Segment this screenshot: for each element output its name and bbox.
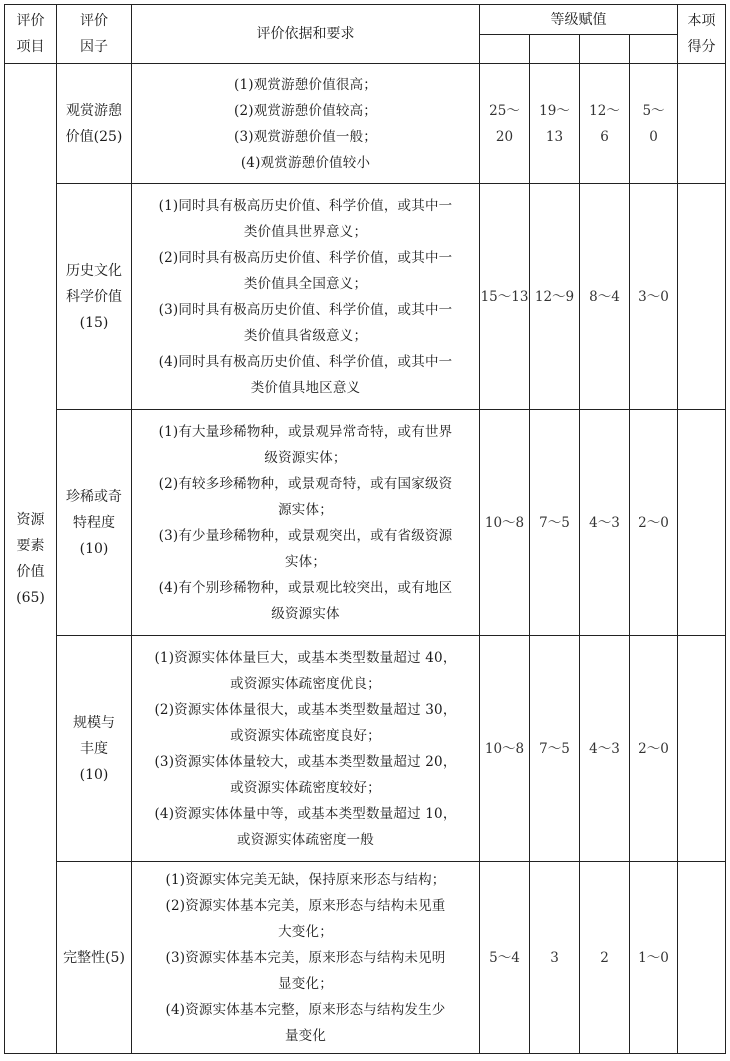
factor-line: 特程度 xyxy=(73,514,115,531)
criteria-line: (3)资源实体体量较大，或基本类型数量超过 20， xyxy=(154,753,457,770)
header-criteria: 评价依据和要求 xyxy=(132,5,480,64)
criteria-line: (3)资源实体基本完美，原来形态与结构未见明 xyxy=(165,949,446,966)
criteria-line: (3)同时具有极高历史价值、科学价值，或其中一 xyxy=(158,301,453,318)
factor-line: 丰度 xyxy=(80,740,108,757)
criteria-line: 或资源实体疏密度良好； xyxy=(230,727,381,744)
score-cell[interactable] xyxy=(678,64,726,184)
header-score-line: 本项 xyxy=(687,13,716,29)
criteria-line: (2)同时具有极高历史价值、科学价值，或其中一 xyxy=(158,249,453,266)
grade-line: 20 xyxy=(495,128,514,145)
grade-subheader-cell xyxy=(530,35,580,64)
factor-line: (15) xyxy=(79,314,109,331)
criteria-line: (1)有大量珍稀物种，或景观异常奇特，或有世界 xyxy=(158,423,453,440)
criteria-line: 源实体； xyxy=(278,501,333,518)
factor-cell xyxy=(57,184,132,410)
criteria-line: (1)资源实体完美无缺，保持原来形态与结构； xyxy=(165,871,446,888)
factor-cell xyxy=(57,636,132,862)
factor-line: 价值(25) xyxy=(65,128,123,145)
table-row xyxy=(5,636,726,862)
criteria-line: (2)观赏游憩价值较高； xyxy=(233,102,378,119)
header-row xyxy=(5,5,726,35)
grade-cell: 7～5 xyxy=(530,410,580,636)
criteria-line: 级资源实体 xyxy=(271,605,340,622)
criteria-line: (4)资源实体基本完整，原来形态与结构发生少 xyxy=(165,1001,446,1018)
grade-line: 12～ xyxy=(589,102,620,119)
grade-line: 6 xyxy=(600,128,609,145)
grade-cell: 4～3 xyxy=(580,410,630,636)
criteria-line: (3)有少量珍稀物种，或景观突出，或有省级资源 xyxy=(158,527,453,544)
grade-cell: 5～4 xyxy=(480,862,530,1054)
criteria-line: 类价值具省级意义； xyxy=(243,327,368,344)
table-row xyxy=(5,64,726,184)
score-cell[interactable] xyxy=(678,862,726,1054)
grade-subheader-cell xyxy=(630,35,678,64)
grade-cell xyxy=(530,64,580,184)
factor-line: 科学价值 xyxy=(66,288,122,305)
header-factor-line: 评价 xyxy=(80,13,108,29)
table-row xyxy=(5,862,726,1054)
factor-cell xyxy=(57,410,132,636)
criteria-line: 类价值具地区意义 xyxy=(250,379,361,396)
grade-cell: 4～3 xyxy=(580,636,630,862)
header-grade: 等级赋值 xyxy=(480,5,678,35)
grade-line: 25～ xyxy=(489,102,520,119)
grade-subheader-cell xyxy=(480,35,530,64)
criteria-cell xyxy=(132,410,480,636)
grade-cell: 2～0 xyxy=(630,410,678,636)
criteria-line: (1)同时具有极高历史价值、科学价值，或其中一 xyxy=(158,197,453,214)
factor-cell xyxy=(57,64,132,184)
factor-line: 历史文化 xyxy=(66,262,122,279)
header-factor-line: 因子 xyxy=(80,39,108,55)
factor-line: (10) xyxy=(79,766,109,783)
factor-cell xyxy=(57,862,132,1054)
criteria-line: (4)同时具有极高历史价值、科学价值，或其中一 xyxy=(158,353,453,370)
criteria-line: 或资源实体疏密度优良； xyxy=(230,675,381,692)
score-cell[interactable] xyxy=(678,184,726,410)
criteria-cell xyxy=(132,636,480,862)
criteria-line: 大变化； xyxy=(278,923,333,940)
factor-line: 规模与 xyxy=(73,714,115,731)
grade-cell xyxy=(630,64,678,184)
criteria-line: (2)有较多珍稀物种，或景观奇特，或有国家级资 xyxy=(158,475,453,492)
factor-line: 珍稀或奇 xyxy=(66,488,122,505)
grade-cell: 10～8 xyxy=(480,410,530,636)
header-item-line: 评价 xyxy=(16,13,45,29)
factor-line: 观赏游憩 xyxy=(66,102,122,119)
grade-cell: 3 xyxy=(530,862,580,1054)
grade-cell: 10～8 xyxy=(480,636,530,862)
score-cell[interactable] xyxy=(678,410,726,636)
criteria-line: (3)观赏游憩价值一般； xyxy=(233,128,378,145)
criteria-line: 或资源实体疏密度一般 xyxy=(237,831,374,848)
grade-cell: 3～0 xyxy=(630,184,678,410)
category-cell xyxy=(5,64,57,1054)
grade-subheader-cell xyxy=(580,35,630,64)
grade-cell: 8～4 xyxy=(580,184,630,410)
header-score xyxy=(678,5,726,64)
criteria-cell xyxy=(132,862,480,1054)
criteria-line: 实体； xyxy=(284,553,327,570)
criteria-line: 显变化； xyxy=(278,975,333,992)
criteria-line: (4)观赏游憩价值较小 xyxy=(240,154,371,171)
factor-line: 完整性(5) xyxy=(63,949,125,966)
factor-line: (10) xyxy=(79,540,109,557)
header-factor xyxy=(57,5,132,64)
header-item xyxy=(5,5,57,64)
score-cell[interactable] xyxy=(678,636,726,862)
category-line: 要素 xyxy=(16,537,45,554)
evaluation-table xyxy=(4,4,726,1054)
grade-cell: 2～0 xyxy=(630,636,678,862)
criteria-line: (1)资源实体体量巨大，或基本类型数量超过 40， xyxy=(154,649,457,666)
header-score-line: 得分 xyxy=(687,39,716,55)
criteria-line: (1)观赏游憩价值很高； xyxy=(233,76,378,93)
criteria-cell xyxy=(132,184,480,410)
criteria-line: (2)资源实体基本完美，原来形态与结构未见重 xyxy=(165,897,446,914)
grade-cell: 7～5 xyxy=(530,636,580,862)
criteria-line: 类价值具世界意义； xyxy=(243,223,368,240)
category-line: 资源 xyxy=(16,511,45,528)
criteria-line: 量变化 xyxy=(284,1027,327,1044)
category-line: 价值 xyxy=(16,563,45,580)
criteria-line: 或资源实体疏密度较好； xyxy=(230,779,381,796)
grade-line: 19～ xyxy=(539,102,570,119)
header-item-line: 项目 xyxy=(16,39,45,55)
criteria-line: 级资源实体； xyxy=(264,449,347,466)
grade-cell xyxy=(580,64,630,184)
criteria-line: (4)资源实体体量中等，或基本类型数量超过 10， xyxy=(154,805,457,822)
grade-cell: 2 xyxy=(580,862,630,1054)
grade-cell: 15～13 xyxy=(480,184,530,410)
criteria-line: (4)有个别珍稀物种，或景观比较突出，或有地区 xyxy=(158,579,453,596)
grade-cell: 1～0 xyxy=(630,862,678,1054)
criteria-line: 类价值具全国意义； xyxy=(243,275,368,292)
table-row xyxy=(5,184,726,410)
criteria-cell xyxy=(132,64,480,184)
grade-line: 0 xyxy=(649,128,658,145)
category-line: (65) xyxy=(16,589,45,606)
grade-cell xyxy=(480,64,530,184)
criteria-line: (2)资源实体体量很大，或基本类型数量超过 30， xyxy=(154,701,457,718)
grade-line: 13 xyxy=(545,128,564,145)
grade-cell: 12～9 xyxy=(530,184,580,410)
grade-line: 5～ xyxy=(642,102,665,119)
table-row xyxy=(5,410,726,636)
